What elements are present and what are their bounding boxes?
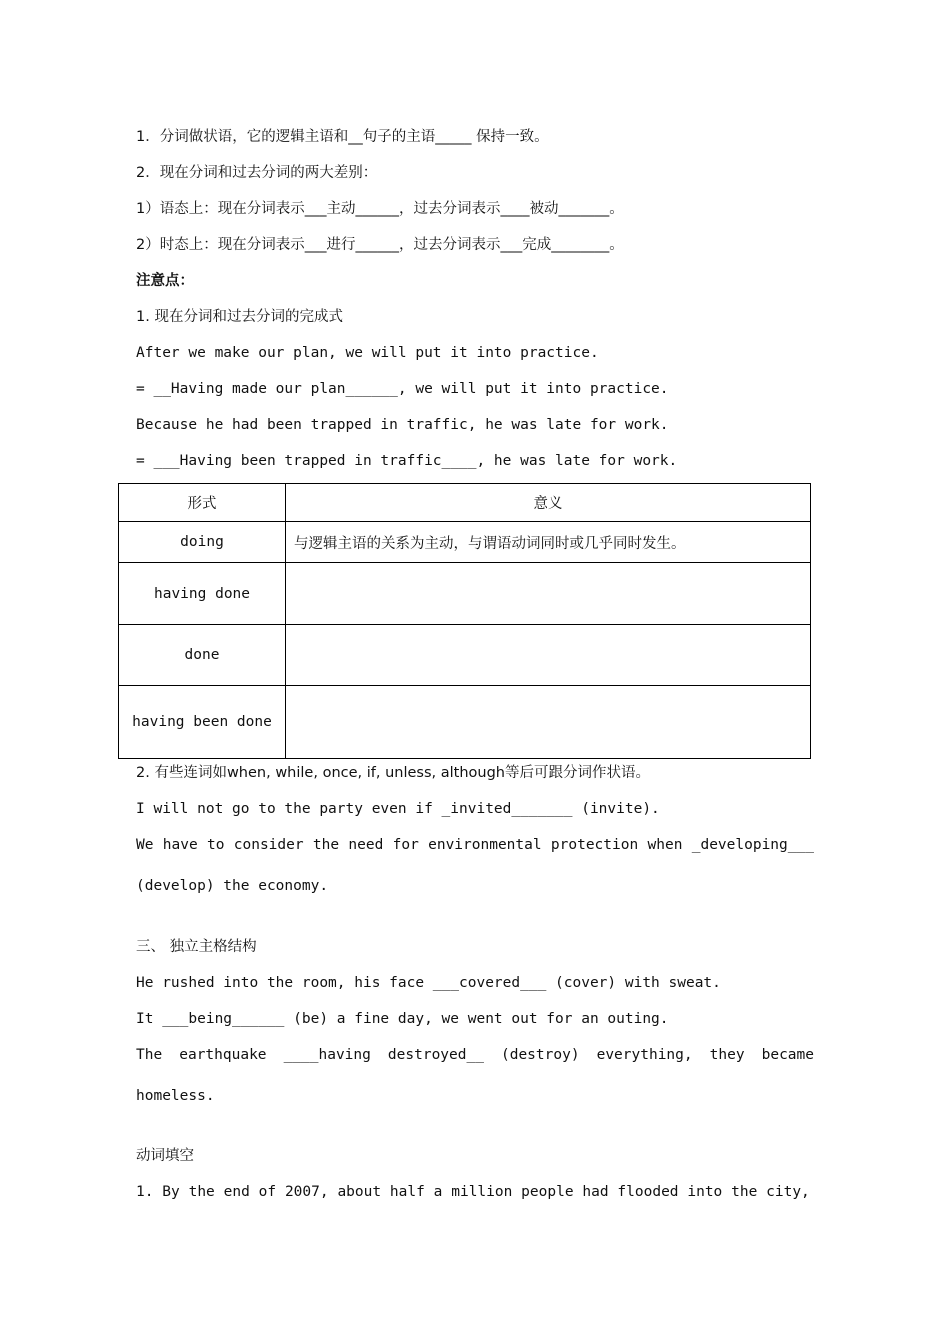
table-row	[119, 563, 811, 625]
table-row	[119, 625, 811, 686]
table-header-form: 形式	[119, 484, 286, 522]
section-3-heading: 三、 独立主格结构	[136, 939, 257, 955]
table-cell-meaning: 与逻辑主语的关系为主动，与谓语动词同时或几乎同时发生。	[286, 522, 811, 563]
table-row	[119, 686, 811, 759]
line-17: homeless.	[136, 1088, 215, 1104]
line-11: I will not go to the party even if _invited_______ (invite).	[136, 801, 660, 817]
line-6: After we make our plan, we will put it into practice.	[136, 345, 599, 361]
table-header-meaning: 意义	[286, 484, 811, 522]
line-16: The earthquake ____having destroyed__ (destroy) everything, they became	[136, 1047, 814, 1063]
table-row	[119, 522, 811, 563]
table-cell-form: done	[119, 625, 286, 686]
line-7: = __Having made our plan______, we will put it into practice.	[136, 381, 669, 397]
line-9: = ___Having been trapped in traffic____, he was late for work.	[136, 453, 678, 469]
table-cell-meaning	[286, 686, 811, 759]
line-10: 2. 有些连词如when, while, once, if, unless, although等后可跟分词作状语。	[136, 765, 650, 781]
table-header-row	[119, 484, 811, 522]
line-1: 1．分词做状语，它的逻辑主语和__句子的主语_____ 保持一致。	[136, 129, 549, 145]
table-cell-form: doing	[119, 522, 286, 563]
table-cell-form: having done	[119, 563, 286, 625]
notes-heading: 注意点：	[136, 273, 194, 289]
line-12: We have to consider the need for environmental protection when _developing___	[136, 837, 814, 853]
line-4: 2）时态上：现在分词表示___进行______，过去分词表示___完成________。	[136, 237, 624, 253]
table-cell-meaning	[286, 563, 811, 625]
line-5: 1. 现在分词和过去分词的完成式	[136, 309, 343, 325]
line-8: Because he had been trapped in traffic, he was late for work.	[136, 417, 669, 433]
line-3: 1）语态上：现在分词表示___主动______，过去分词表示____被动_______。	[136, 201, 624, 217]
line-2: 2．现在分词和过去分词的两大差别：	[136, 165, 378, 181]
line-14: He rushed into the room, his face ___covered___ (cover) with sweat.	[136, 975, 721, 991]
line-18: 1. By the end of 2007, about half a million people had flooded into the city,	[136, 1184, 810, 1200]
line-15: It ___being______ (be) a fine day, we went out for an outing.	[136, 1011, 669, 1027]
table-cell-meaning	[286, 625, 811, 686]
table-cell-form: having been done	[119, 686, 286, 759]
section-4-heading: 动词填空	[136, 1148, 194, 1164]
line-13: (develop) the economy.	[136, 878, 329, 894]
participle-table	[118, 483, 811, 759]
